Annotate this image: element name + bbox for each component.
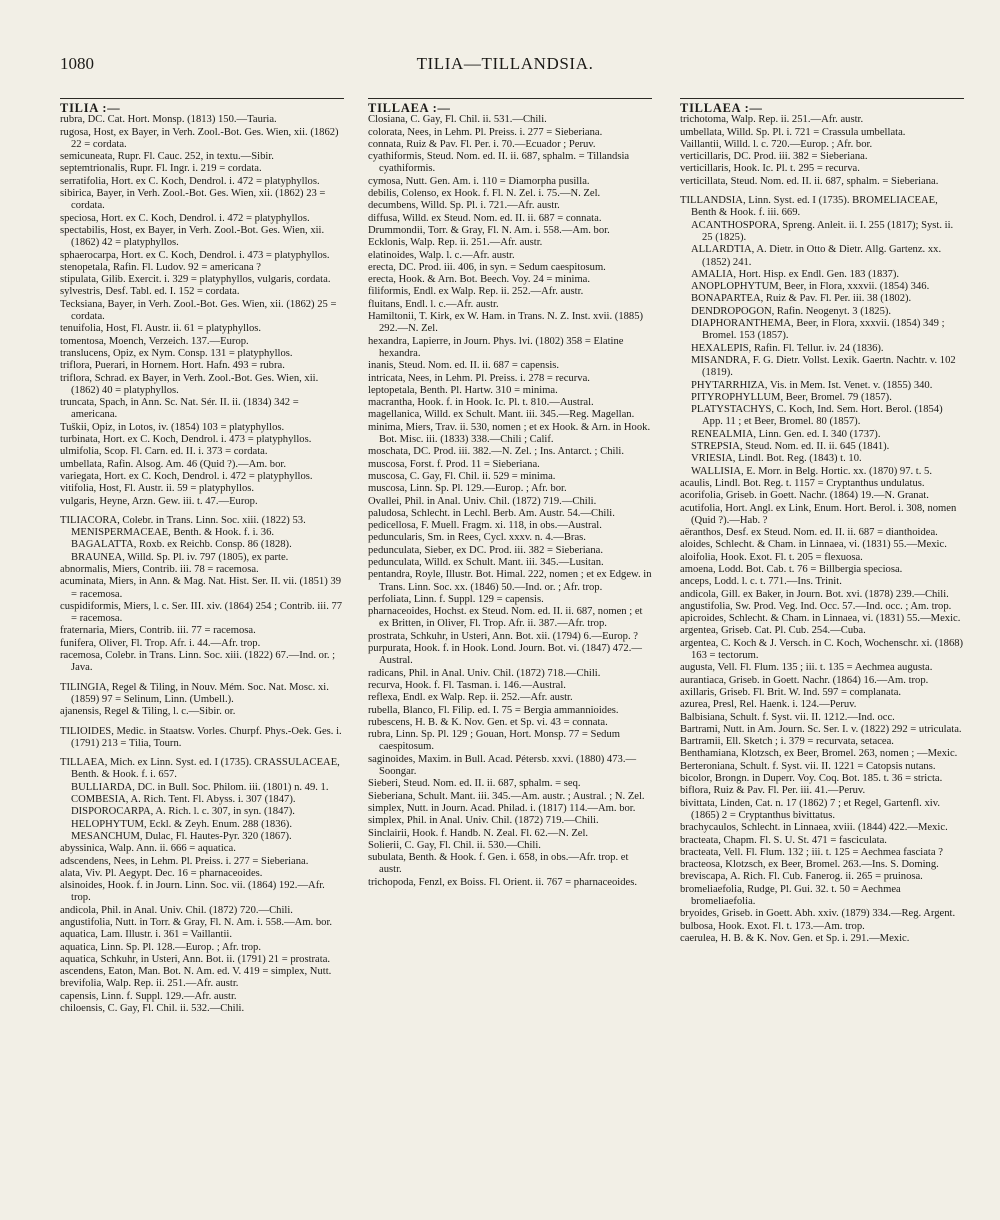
dictionary-entry: tenuifolia, Host, Fl. Austr. ii. 61 = platyphyllos. [60,323,262,335]
dictionary-entry: sibirica, Bayer, in Verh. Zool.-Bot. Ges. Wien, xii. (1862) 23 = cordata. [60,188,326,212]
column-2 [368,98,652,1198]
dictionary-entry: muscosa, Forst. f. Prod. 11 = Sieberiana. [368,458,540,470]
column-rule [680,98,964,99]
dictionary-entry: abnormalis, Miers, Contrib. iii. 78 = racemosa. [60,563,259,575]
dictionary-entry: breviscapa, A. Rich. Fl. Cub. Fanerog. ii. 265 = pruinosa. [680,871,923,883]
dictionary-entry: pedunculata, Sieber, ex DC. Prod. iii. 382 = Sieberiana. [368,544,604,556]
synonym-entry: HELOPHYTUM, Eckl. & Zeyh. Enum. 288 (1836). [71,818,292,830]
column-rule [368,98,652,99]
dictionary-entry: abyssinica, Walp. Ann. ii. 666 = aquatica. [60,843,236,855]
dictionary-entry: brachycaulos, Schlecht. in Linnaea, xviii. (1844) 422.—Mexic. [680,822,948,834]
dictionary-entry: caerulea, H. B. & K. Nov. Gen. et Sp. i. 291.—Mexic. [680,932,910,944]
dictionary-entry: verticillaris, Hook. Ic. Pl. t. 295 = recurva. [680,163,860,175]
synonym-entry: MESANCHUM, Dulac, Fl. Hautes-Pyr. 320 (1867). [71,830,292,842]
dictionary-entry: spectabilis, Host, ex Bayer, in Verh. Zool.-Bot. Ges. Wien, xii. (1862) 42 = platyphyllos. [60,224,325,249]
dictionary-entry: hexandra, Lapierre, in Journ. Phys. lvi. (1802) 358 = Elatine hexandra. [368,335,624,359]
dictionary-entry: axillaris, Griseb. Fl. Brit. W. Ind. 597 = complanata. [680,686,902,698]
dictionary-entry: muscosa, Linn. Sp. Pl. 129.—Europ. ; Afr. bor. [368,483,567,495]
dictionary-entry: septemtrionalis, Rupr. Fl. Ingr. i. 219 = cordata. [60,163,262,175]
dictionary-entry: ulmifolia, Scop. Fl. Carn. ed. II. i. 373 = cordata. [60,446,268,458]
dictionary-entry: cyathiformis, Steud. Nom. ed. II. ii. 687, sphalm. = Tillandsia cyathiformis. [368,151,630,175]
synonym-entry: BAGALATTA, Roxb. ex Reichb. Consp. 86 (1828). [71,539,292,551]
dictionary-entry: translucens, Opiz, ex Nym. Consp. 131 = platyphyllos. [60,347,293,359]
dictionary-entry: anceps, Lodd. l. c. t. 771.—Ins. Trinit. [680,576,842,588]
dictionary-entry: serratifolia, Hort. ex C. Koch, Dendrol. i. 472 = platyphyllos. [60,175,320,187]
dictionary-entry: Closiana, C. Gay, Fl. Chil. ii. 531.—Chili. [368,114,547,126]
dictionary-entry: acorifolia, Griseb. in Goett. Nachr. (1864) 19.—N. Granat. [680,490,929,502]
entry-gap [60,675,344,682]
dictionary-entry: peduncularis, Sm. in Rees, Cycl. xxxv. n. 4.—Bras. [368,532,586,544]
dictionary-entry: vitifolia, Host, Fl. Austr. ii. 59 = platyphyllos. [60,483,255,495]
dictionary-entry: umbellata, Willd. Sp. Pl. i. 721 = Crassula umbellata. [680,126,906,138]
dictionary-entry: triflora, Schrad. ex Bayer, in Verh. Zool.-Bot. Ges. Wien, xii. (1862) 40 = platyphyllos. [60,372,319,396]
synonym-entry: DISPOROCARPA, A. Rich. l. c. 307, in syn. (1847). [71,806,295,818]
dictionary-entry: erecta, DC. Prod. iii. 406, in syn. = Sedum caespitosum. [368,261,606,273]
synonym-entry: ACANTHOSPORA, Spreng. Anleit. ii. I. 255 (1817); Syst. ii. 25 (1825). [691,219,954,243]
dictionary-entry: stipulata, Gilib. Exercit. i. 329 = platyphyllos, vulgaris, cordata. [60,274,331,286]
synonym-entry: DIAPHORANTHEMA, Beer, in Flora, xxxvii. (1854) 349 ; Bromel. 153 (1857). [691,318,945,342]
genus-heading: TILLAEA :— [368,101,451,115]
dictionary-entry: aëranthos, Desf. ex Steud. Nom. ed. II. ii. 687 = dianthoidea. [680,527,938,539]
dictionary-entry: moschata, DC. Prod. iii. 382.—N. Zel. ; Ins. Antarct. ; Chili. [368,446,624,458]
dictionary-entry: debilis, Colenso, ex Hook. f. Fl. N. Zel. i. 75.—N. Zel. [368,188,601,200]
dictionary-entry: aloifolia, Hook. Exot. Fl. t. 205 = flexuosa. [680,551,863,563]
dictionary-entry: rubra, Linn. Sp. Pl. 129 ; Gouan, Hort. Monsp. 77 = Sedum caespitosum. [368,729,620,753]
dictionary-entry: turbinata, Hort. ex C. Koch, Dendrol. i. 473 = platyphyllos. [60,434,312,446]
dictionary-entry: augusta, Vell. Fl. Flum. 135 ; iii. t. 135 = Aechmea augusta. [680,662,933,674]
dictionary-entry: minima, Miers, Trav. ii. 530, nomen ; et ex Hook. & Arn. in Hook. Bot. Misc. iii. (1833) 338.—Chili ; Calif. [368,421,651,446]
dictionary-entry: bracteosa, Klotzsch, ex Beer, Bromel. 263.—Ins. S. Doming. [680,859,939,871]
synonym-entry: AMALIA, Hort. Hisp. ex Endl. Gen. 183 (1837). [691,268,900,280]
dictionary-entry: verticillata, Steud. Nom. ed. II. ii. 687, sphalm. = Sieberiana. [680,175,939,187]
running-head: TILIA—TILLANDSIA. [416,54,594,73]
dictionary-entry: perfoliata, Linn. f. Suppl. 129 = capensis. [368,593,544,605]
dictionary-entry: inanis, Steud. Nom. ed. II. ii. 687 = capensis. [368,360,560,372]
dictionary-entry: ascendens, Eaton, Man. Bot. N. Am. ed. V. 419 = simplex, Nutt. [60,966,332,978]
synonym-entry: HEXALEPIS, Rafin. Fl. Tellur. iv. 24 (1836). [691,342,884,354]
dictionary-entry: simplex, Nutt. in Journ. Acad. Philad. i. (1817) 114.—Am. bor. [368,802,636,814]
dictionary-entry: umbellata, Rafin. Alsog. Am. 46 (Quid ?).—Am. bor. [60,458,286,470]
dictionary-entry: argentea, Griseb. Cat. Pl. Cub. 254.—Cuba. [680,625,866,637]
dictionary-entry: brevifolia, Walp. Rep. ii. 251.—Afr. austr. [60,978,239,990]
synonym-entry: COMBESIA, A. Rich. Tent. Fl. Abyss. i. 307 (1847). [71,794,296,806]
dictionary-entry: Bartrami, Nutt. in Am. Journ. Sc. Ser. I. v. (1822) 292 = utriculata. [680,723,962,735]
dictionary-entry: colorata, Nees, in Lehm. Pl. Preiss. i. 277 = Sieberiana. [368,126,603,138]
dictionary-entry: bryoides, Griseb. in Goett. Abh. xxiv. (1879) 334.—Reg. Argent. [680,908,956,920]
dictionary-entry: funifera, Oliver, Fl. Trop. Afr. i. 44.—Afr. trop. [60,637,261,649]
dictionary-entry: bracteata, Vell. Fl. Flum. 132 ; iii. t. 125 = Aechmea fasciata ? [680,846,943,858]
synonym-entry: ALLARDTIA, A. Dietr. in Otto & Dietr. Allg. Gartenz. xx. (1852) 241. [691,244,942,268]
dictionary-entry: saginoides, Maxim. in Bull. Acad. Pétersb. xxvi. (1880) 473.—Soongar. [368,753,637,778]
dictionary-entry: TILIOIDES, Medic. in Staatsw. Vorles. Churpf. Phys.-Oek. Ges. i. (1791) 213 = Tilia, Tourn. [60,725,342,749]
dictionary-entry: bulbosa, Hook. Exot. Fl. t. 173.—Am. trop. [680,920,865,932]
synonym-entry: PLATYSTACHYS, C. Koch, Ind. Sem. Hort. Berol. (1854) App. 11 ; et Beer, Bromel. 80 (1857). [691,404,943,428]
dictionary-entry: decumbens, Willd. Sp. Pl. i. 721.—Afr. austr. [368,200,560,212]
dictionary-entry: Berteroniana, Schult. f. Syst. vii. II. 1221 = Catopsis nutans. [680,760,936,772]
dictionary-entry: fluitans, Endl. l. c.—Afr. austr. [368,298,499,310]
dictionary-entry: rubella, Blanco, Fl. Filip. ed. I. 75 = Bergia ammannioides. [368,704,619,716]
synonym-entry: BULLIARDA, DC. in Bull. Soc. Philom. iii. (1801) n. 49. 1. [71,781,329,793]
dictionary-entry: truncata, Spach, in Ann. Sc. Nat. Sér. II. ii. (1834) 342 = americana. [60,397,299,421]
page-header [60,54,950,80]
dictionary-entry: pharnaceoides, Hochst. ex Steud. Nom. ed. II. ii. 687, nomen ; et ex Britten, in Oliver, Fl. Trop. Afr. ii. 387.—Afr. trop. [368,606,643,630]
dictionary-entry: intricata, Nees, in Lehm. Pl. Preiss. i. 278 = recurva. [368,372,590,384]
dictionary-entry: connata, Ruiz & Pav. Fl. Per. i. 70.—Ecuador ; Peruv. [368,138,596,150]
dictionary-entry: alata, Viv. Pl. Aegypt. Dec. 16 = pharnaceoides. [60,867,263,879]
dictionary-entry: tomentosa, Moench, Verzeich. 137.—Europ. [60,335,249,347]
dictionary-entry: aurantiaca, Griseb. in Goett. Nachr. (1864) 16.—Am. trop. [680,674,929,686]
dictionary-entry: Sieberiana, Schult. Mant. iii. 345.—Am. austr. ; Austral. ; N. Zel. [368,790,645,802]
synonym-entry: WALLISIA, E. Morr. in Belg. Hortic. xx. (1870) 97. t. 5. [691,465,932,477]
dictionary-entry: Hamiltonii, T. Kirk, ex W. Ham. in Trans. N. Z. Inst. xvii. (1885) 292.—N. Zel. [368,311,644,335]
dictionary-entry: acuminata, Miers, in Ann. & Mag. Nat. Hist. Ser. II. vii. (1851) 39 = racemosa. [60,576,341,600]
dictionary-entry: ajanensis, Regel & Tiling, l. c.—Sibir. or. [60,706,236,718]
dictionary-entry: triflora, Puerari, in Hornem. Hort. Hafn. 493 = rubra. [60,360,285,372]
genus-heading: TILLAEA :— [680,101,763,115]
dictionary-entry: Benthamiana, Klotzsch, ex Beer, Bromel. 263, nomen ; —Mexic. [680,748,958,760]
dictionary-entry: acutifolia, Hort. Angl. ex Link, Enum. Hort. Berol. i. 308, nomen (Quid ?).—Hab. ? [680,502,957,526]
dictionary-entry: variegata, Hort. ex C. Koch, Dendrol. i. 472 = platyphyllos. [60,470,313,482]
entry-gap [60,508,344,515]
dictionary-entry: argentea, C. Koch & J. Versch. in C. Koch, Wochenschr. xi. (1868) 163 = tectorum. [680,637,964,662]
column-1 [60,98,344,1198]
dictionary-entry: Sieberi, Steud. Nom. ed. II. ii. 687, sphalm. = seq. [368,778,581,790]
dictionary-entry: muscosa, C. Gay, Fl. Chil. ii. 529 = minima. [368,470,556,482]
dictionary-entry: magellanica, Willd. ex Schult. Mant. iii. 345.—Reg. Magellan. [368,409,635,421]
entry-gap [60,750,344,757]
dictionary-entry: recurva, Hook. f. Fl. Tasman. i. 146.—Austral. [368,679,566,691]
dictionary-entry: sylvestris, Desf. Tabl. ed. I. 152 = cordata. [60,286,240,298]
column-3 [680,98,964,1198]
dictionary-entry: TILINGIA, Regel & Tiling, in Nouv. Mém. Soc. Nat. Mosc. xi. (1859) 97 = Selinum, Linn. (Umbell.). [60,681,329,705]
dictionary-entry: azurea, Presl, Rel. Haenk. i. 124.—Peruv. [680,699,857,711]
dictionary-entry: paludosa, Schlecht. in Lechl. Berb. Am. Austr. 54.—Chili. [368,507,615,519]
dictionary-entry: semicuneata, Rupr. Fl. Cauc. 252, in textu.—Sibir. [60,151,274,163]
dictionary-entry: aquatica, Linn. Sp. Pl. 128.—Europ. ; Afr. trop. [60,941,261,953]
dictionary-entry: trichopoda, Fenzl, ex Boiss. Fl. Orient. ii. 767 = pharnaceoides. [368,876,638,888]
entry-gap [680,188,964,195]
dictionary-entry: speciosa, Hort. ex C. Koch, Dendrol. i. 472 = platyphyllos. [60,212,310,224]
dictionary-entry: andicola, Phil. in Anal. Univ. Chil. (1872) 720.—Chili. [60,904,293,916]
synonym-entry: BONAPARTEA, Ruiz & Pav. Fl. Per. iii. 38 (1802). [691,293,912,305]
dictionary-entry: Ovallei, Phil. in Anal. Univ. Chil. (1872) 719.—Chili. [368,495,597,507]
dictionary-entry: alsinoides, Hook. f. in Journ. Linn. Soc. vii. (1864) 192.—Afr. trop. [60,880,325,904]
synonym-entry: STREPSIA, Steud. Nom. ed. II. ii. 645 (1841). [691,441,890,453]
dictionary-entry: acaulis, Lindl. Bot. Reg. t. 1157 = Cryptanthus undulatus. [680,477,925,489]
dictionary-entry: Balbisiana, Schult. f. Syst. vii. II. 1212.—Ind. occ. [680,711,895,723]
dictionary-entry: adscendens, Nees, in Lehm. Pl. Preiss. i. 277 = Sieberiana. [60,855,309,867]
dictionary-entry: apicroides, Schlecht. & Cham. in Linnaea, vi. (1831) 55.—Mexic. [680,613,961,625]
dictionary-entry: cymosa, Nutt. Gen. Am. i. 110 = Diamorpha pusilla. [368,175,590,187]
dictionary-entry: rubescens, H. B. & K. Nov. Gen. et Sp. vi. 43 = connata. [368,716,608,728]
genus-heading: TILIA :— [60,101,121,115]
dictionary-entry: aloides, Schlecht. & Cham. in Linnaea, vi. (1831) 55.—Mexic. [680,539,947,551]
dictionary-entry: bicolor, Brongn. in Duperr. Voy. Coq. Bot. 185. t. 36 = stricta. [680,773,943,785]
page-number: 1080 [60,54,94,73]
dictionary-entry: biflora, Ruiz & Pav. Fl. Per. iii. 41.—Peruv. [680,785,866,797]
dictionary-entry: bivittata, Linden, Cat. n. 17 (1862) 7 ; et Regel, Gartenfl. xiv. (1865) 2 = Cryptanthus bivittatus. [680,797,940,821]
dictionary-entry: Ecklonis, Walp. Rep. ii. 251.—Afr. austr. [368,237,543,249]
dictionary-entry: reflexa, Endl. ex Walp. Rep. ii. 252.—Afr. austr. [368,692,573,704]
column-rule [60,98,344,99]
dictionary-entry: aquatica, Schkuhr, in Usteri, Ann. Bot. ii. (1791) 21 = prostrata. [60,953,331,965]
dictionary-entry: rubra, DC. Cat. Hort. Monsp. (1813) 150.—Tauria. [60,114,277,126]
dictionary-entry: verticillaris, DC. Prod. iii. 382 = Sieberiana. [680,151,868,163]
dictionary-entry: simplex, Phil. in Anal. Univ. Chil. (1872) 719.—Chili. [368,815,599,827]
dictionary-entry: prostrata, Schkuhr, in Usteri, Ann. Bot. xii. (1794) 6.—Europ. ? [368,630,638,642]
dictionary-entry: bracteata, Chapm. Fl. S. U. St. 471 = fasciculata. [680,834,887,846]
dictionary-entry: leptopetala, Benth. Pl. Hartw. 310 = minima. [368,384,558,396]
dictionary-entry: racemosa, Colebr. in Trans. Linn. Soc. xiii. (1822) 67.—Ind. or. ; Java. [60,650,336,674]
dictionary-entry: erecta, Hook. & Arn. Bot. Beech. Voy. 24 = minima. [368,274,591,286]
dictionary-entry: angustifolia, Nutt. in Torr. & Gray, Fl. N. Am. i. 558.—Am. bor. [60,917,333,928]
dictionary-entry: Solierii, C. Gay, Fl. Chil. ii. 530.—Chili. [368,839,541,851]
dictionary-entry: trichotoma, Walp. Rep. ii. 251.—Afr. austr. [680,114,864,126]
dictionary-entry: purpurata, Hook. f. in Hook. Lond. Journ. Bot. vi. (1847) 472.—Austral. [368,643,642,667]
synonym-entry: VRIESIA, Lindl. Bot. Reg. (1843) t. 10. [691,453,862,465]
dictionary-entry: aquatica, Lam. Illustr. i. 361 = Vaillantii. [60,929,233,941]
dictionary-entry: Vaillantii, Willd. l. c. 720.—Europ. ; Afr. bor. [680,138,873,150]
dictionary-entry: Drummondii, Torr. & Gray, Fl. N. Am. i. 558.—Am. bor. [368,224,610,236]
synonym-entry: DENDROPOGON, Rafin. Neogenyt. 3 (1825). [691,305,892,317]
dictionary-entry: rugosa, Host, ex Bayer, in Verh. Zool.-Bot. Ges. Wien, xii. (1862) 22 = cordata. [60,126,339,150]
dictionary-entry: TILLANDSIA, Linn. Syst. ed. I (1735). BROMELIACEAE, Benth & Hook. f. iii. 669. [680,195,938,219]
dictionary-entry: diffusa, Willd. ex Steud. Nom. ed. II. ii. 687 = connata. [368,212,602,224]
dictionary-entry: chiloensis, C. Gay, Fl. Chil. ii. 532.—Chili. [60,1003,245,1015]
dictionary-entry: andicola, Gill. ex Baker, in Journ. Bot. xvi. (1878) 239.—Chili. [680,588,949,600]
dictionary-entry: elatinoides, Walp. l. c.—Afr. austr. [368,249,515,261]
synonym-entry: BRAUNEA, Willd. Sp. Pl. iv. 797 (1805), ex parte. [71,551,289,563]
dictionary-entry: stenopetala, Rafin. Fl. Ludov. 92 = americana ? [60,261,261,273]
synonym-entry: PITYROPHYLLUM, Beer, Bromel. 79 (1857). [691,391,892,403]
dictionary-entry: sphaerocarpa, Hort. ex C. Koch, Dendrol. i. 473 = platyphyllos. [60,249,330,261]
dictionary-entry: cuspidiformis, Miers, l. c. Ser. III. xiv. (1864) 254 ; Contrib. iii. 77 = racemosa. [60,600,343,625]
dictionary-entry: TILLAEA, Mich. ex Linn. Syst. ed. I (1735). CRASSULACEAE, Benth. & Hook. f. i. 657. [60,757,340,781]
dictionary-entry: bromeliaefolia, Rudge, Pl. Gui. 32. t. 50 = Aechmea bromeliaefolia. [680,883,901,907]
dictionary-entry: angustifolia, Sw. Prod. Veg. Ind. Occ. 57.—Ind. occ. ; Am. trop. [680,600,952,612]
dictionary-entry: Tecksiana, Bayer, in Verh. Zool.-Bot. Ges. Wien, xii. (1862) 25 = cordata. [60,298,337,323]
dictionary-entry: fraternaria, Miers, Contrib. iii. 77 = racemosa. [60,625,256,637]
dictionary-entry: radicans, Phil. in Anal. Univ. Chil. (1872) 718.—Chili. [368,667,601,679]
dictionary-entry: pedunculata, Willd. ex Schult. Mant. iii. 345.—Lusitan. [368,556,604,568]
dictionary-entry: subulata, Benth. & Hook. f. Gen. i. 658, in obs.—Afr. trop. et austr. [368,852,629,876]
synonym-entry: PHYTARRHIZA, Vis. in Mem. Ist. Venet. v. (1855) 340. [691,379,933,391]
dictionary-entry: pedicellosa, F. Muell. Fragm. xi. 118, in obs.—Austral. [368,520,602,532]
text-columns [60,98,964,1198]
dictionary-entry: TILIACORA, Colebr. in Trans. Linn. Soc. xiii. (1822) 53. MENISPERMACEAE, Benth. & Hook. f. i. 36. [60,514,306,539]
dictionary-entry: vulgaris, Heyne, Arzn. Gew. iii. t. 47.—Europ. [60,495,258,507]
synonym-entry: RENEALMIA, Linn. Gen. ed. I. 340 (1737). [691,428,881,440]
dictionary-entry: macrantha, Hook. f. in Hook. Ic. Pl. t. 810.—Austral. [368,397,594,409]
synonym-entry: ANOPLOPHYTUM, Beer, in Flora, xxxvii. (1854) 346. [691,281,930,293]
dictionary-entry: filiformis, Endl. ex Walp. Rep. ii. 252.—Afr. austr. [368,286,584,298]
dictionary-entry: Tuškii, Opiz, in Lotos, iv. (1854) 103 = platyphyllos. [60,421,285,433]
dictionary-entry: pentandra, Royle, Illustr. Bot. Himal. 222, nomen ; et ex Edgew. in Trans. Linn. Soc. xx. (1846) 50.—Ind. or. ; Afr. trop. [368,569,652,593]
dictionary-entry: Sinclairii, Hook. f. Handb. N. Zeal. Fl. 62.—N. Zel. [368,827,589,839]
entry-gap [60,719,344,726]
synonym-entry: MISANDRA, F. G. Dietr. Vollst. Lexik. Gaertn. Nachtr. v. 102 (1819). [691,354,956,379]
dictionary-entry: amoena, Lodd. Bot. Cab. t. 76 = Billbergia speciosa. [680,563,903,575]
dictionary-entry: Bartramii, Ell. Sketch ; i. 379 = recurvata, setacea. [680,736,894,748]
dictionary-entry: capensis, Linn. f. Suppl. 129.—Afr. austr. [60,990,237,1002]
